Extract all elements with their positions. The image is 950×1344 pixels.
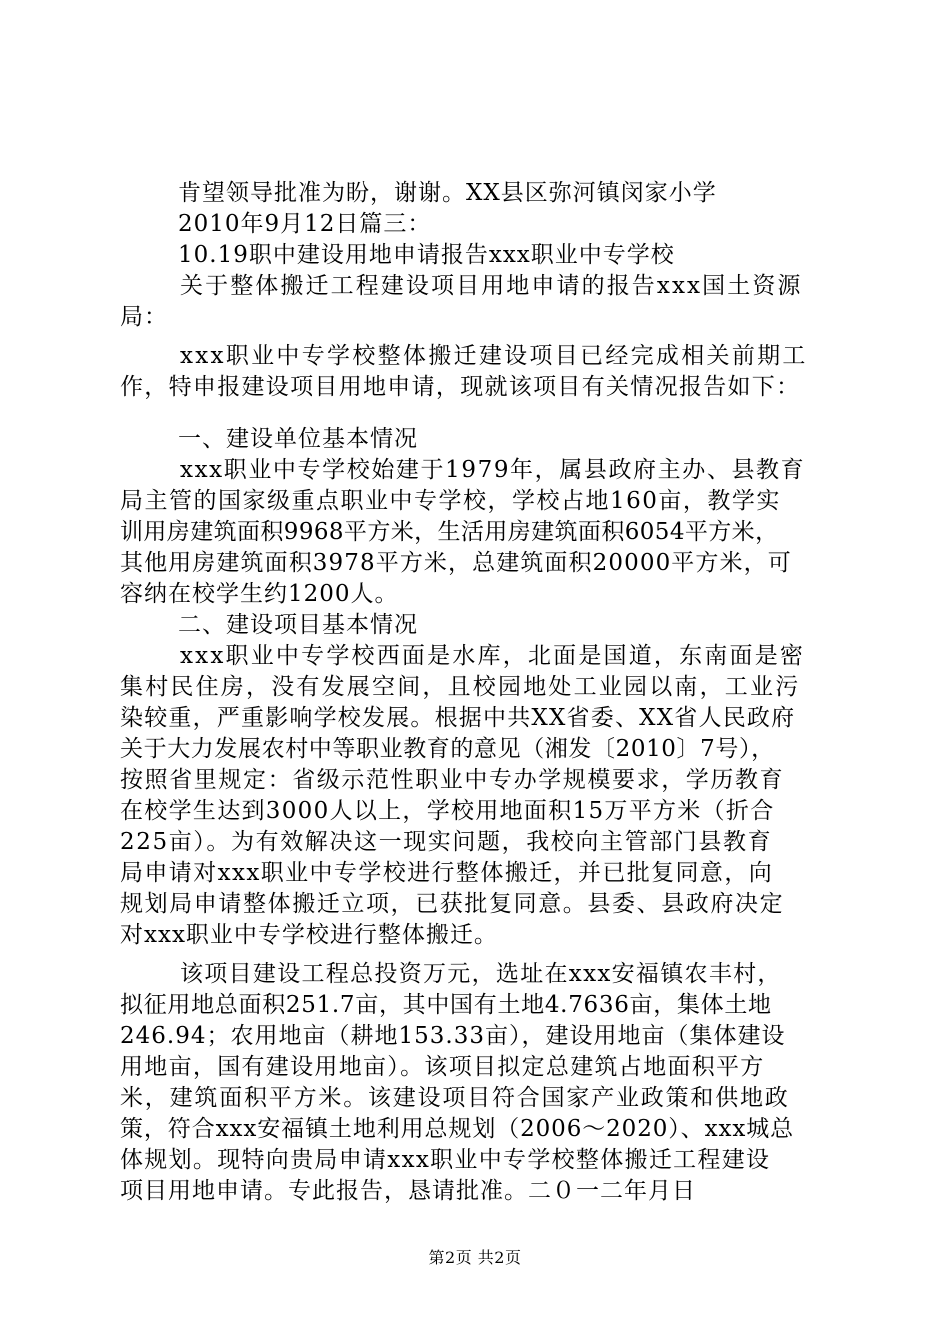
text-line: 局主管的国家级重点职业中专学校，学校占地160亩，教学实 (120, 488, 781, 514)
text-line: 10.19职中建设用地申请报告xxx职业中专学校 (178, 242, 675, 268)
text-line: 染较重，严重影响学校发展。根据中共XX省委、XX省人民政府 (120, 705, 796, 731)
text-line: 集村民住房，没有发展空间，且校园地处工业园以南，工业污 (120, 674, 801, 700)
text-line: 局申请对xxx职业中专学校进行整体搬迁，并已批复同意，向 (120, 860, 774, 886)
text-line: 局： (120, 304, 168, 330)
text-line: 训用房建筑面积9968平方米，生活用房建筑面积6054平方米， (120, 519, 779, 545)
page-footer: 第2页 共2页 (428, 1248, 522, 1267)
text-line: 按照省里规定：省级示范性职业中专办学规模要求，学历教育 (120, 767, 785, 793)
text-line: 肯望领导批准为盼，谢谢。XX县区弥河镇闵家小学 (178, 180, 717, 206)
text-line: 225亩）。为有效解决这一现实问题，我校向主管部门县教育 (120, 829, 773, 855)
text-line: 在校学生达到3000人以上，学校用地面积15万平方米（折合 (120, 798, 775, 824)
text-line: 对xxx职业中专学校进行整体搬迁。 (120, 922, 498, 948)
text-line: 2010年9月12日篇三： (178, 211, 432, 237)
text-line: 关于大力发展农村中等职业教育的意见（湘发〔2010〕7号）， (120, 736, 775, 762)
text-line: xxx职业中专学校整体搬迁建设项目已经完成相关前期工 (180, 343, 808, 369)
section-heading: 二、建设项目基本情况 (178, 612, 418, 638)
text-line: 作，特申报建设项目用地申请，现就该项目有关情况报告如下： (120, 374, 801, 400)
text-line: xxx职业中专学校西面是水库，北面是国道，东南面是密 (180, 643, 806, 669)
text-line: 用地亩，国有建设用地亩）。该项目拟定总建筑占地面积平方 (120, 1054, 765, 1080)
text-line: 该项目建设工程总投资万元，选址在xxx安福镇农丰村， (180, 961, 782, 987)
text-line: 其他用房建筑面积3978平方米，总建筑面积20000平方米，可 (120, 550, 792, 576)
text-line: 项目用地申请。专此报告，恳请批准。二０一二年月日 (120, 1178, 696, 1204)
text-line: 规划局申请整体搬迁立项，已获批复同意。县委、县政府决定 (120, 891, 785, 917)
text-line: xxx职业中专学校始建于1979年，属县政府主办、县教育 (180, 457, 806, 483)
text-line: 策，符合xxx安福镇土地利用总规划（2006～2020）、xxx城总 (120, 1116, 794, 1142)
text-line: 容纳在校学生约1200人。 (120, 581, 399, 607)
section-heading: 一、建设单位基本情况 (178, 426, 418, 452)
text-line: 拟征用地总面积251.7亩，其中国有土地4.7636亩，集体土地 (120, 992, 772, 1018)
text-line: 体规划。现特向贵局申请xxx职业中专学校整体搬迁工程建设 (120, 1147, 771, 1173)
text-line: 关于整体搬迁工程建设项目用地申请的报告xxx国土资源 (180, 273, 803, 299)
text-line: 米，建筑面积平方米。该建设项目符合国家产业政策和供地政 (120, 1085, 790, 1111)
text-line: 246.94；农用地亩（耕地153.33亩），建设用地亩（集体建设 (120, 1023, 786, 1049)
